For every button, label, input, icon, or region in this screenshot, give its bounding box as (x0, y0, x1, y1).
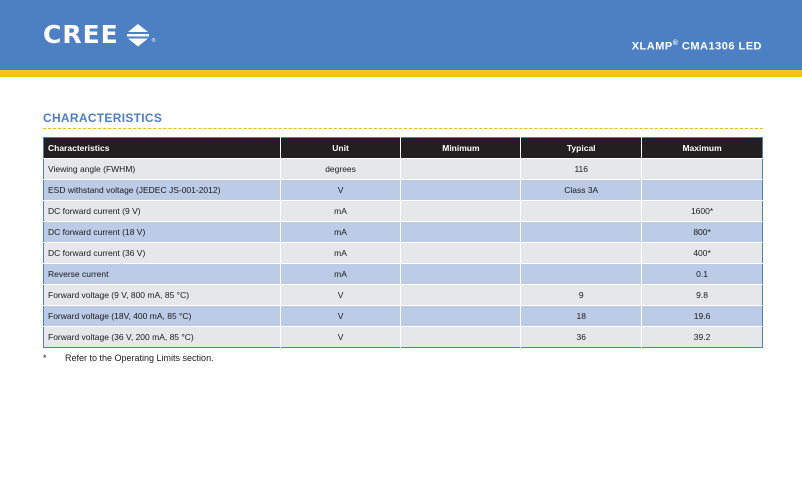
page-header (0, 0, 802, 70)
section-title: CHARACTERISTICS (43, 111, 163, 125)
cell-characteristic: DC forward current (36 V) (44, 243, 281, 264)
cell-characteristic: ESD withstand voltage (JEDEC JS-001-2012) (44, 180, 281, 201)
logo-text: CREE (43, 20, 119, 49)
section-divider (43, 128, 763, 129)
cell-minimum (401, 180, 521, 201)
cell-unit: mA (280, 201, 401, 222)
table-row (44, 264, 763, 285)
column-header-unit: Unit (280, 138, 401, 159)
column-header-minimum: Minimum (401, 138, 521, 159)
cell-characteristic: DC forward current (9 V) (44, 201, 281, 222)
cell-unit: V (280, 306, 401, 327)
table-row (44, 285, 763, 306)
footnote-text: Refer to the Operating Limits section. (65, 353, 214, 363)
cell-unit: V (280, 327, 401, 348)
cell-typical: 18 (521, 306, 642, 327)
table-row (44, 243, 763, 264)
cell-characteristic: Forward voltage (9 V, 800 mA, 85 °C) (44, 285, 281, 306)
cell-typical (521, 264, 642, 285)
cell-unit: degrees (280, 159, 401, 180)
header-accent-stripe (0, 70, 802, 77)
product-prefix: XLAMP (631, 40, 673, 53)
cell-characteristic: Viewing angle (FWHM) (44, 159, 281, 180)
cell-minimum (401, 264, 521, 285)
logo-registered-mark: ® (151, 38, 156, 44)
cell-characteristic: Forward voltage (18V, 400 mA, 85 °C) (44, 306, 281, 327)
cell-minimum (401, 201, 521, 222)
footnote-mark: * (43, 353, 47, 363)
product-title (632, 40, 762, 53)
cell-minimum (401, 222, 521, 243)
column-header-typical: Typical (521, 138, 642, 159)
cree-logo (43, 20, 155, 50)
characteristics-table (43, 137, 763, 348)
cell-typical: 36 (521, 327, 642, 348)
cell-maximum: 0.1 (642, 264, 763, 285)
cell-unit: mA (280, 264, 401, 285)
cell-maximum (642, 159, 763, 180)
cell-typical: 9 (521, 285, 642, 306)
cell-minimum (401, 285, 521, 306)
cell-maximum: 1600* (642, 201, 763, 222)
column-header-maximum: Maximum (642, 138, 763, 159)
cell-unit: V (280, 285, 401, 306)
column-header-characteristics: Characteristics (44, 138, 281, 159)
table-row (44, 222, 763, 243)
cell-minimum (401, 159, 521, 180)
cell-maximum: 400* (642, 243, 763, 264)
cell-unit: V (280, 180, 401, 201)
cell-typical: Class 3A (521, 180, 642, 201)
cell-typical (521, 201, 642, 222)
cell-maximum (642, 180, 763, 201)
table-row (44, 306, 763, 327)
table-row (44, 180, 763, 201)
cell-characteristic: Forward voltage (36 V, 200 mA, 85 °C) (44, 327, 281, 348)
table-header-row (44, 138, 763, 159)
table-row (44, 327, 763, 348)
cell-typical: 116 (521, 159, 642, 180)
cell-unit: mA (280, 243, 401, 264)
table-row (44, 159, 763, 180)
cell-minimum (401, 306, 521, 327)
cell-characteristic: DC forward current (18 V) (44, 222, 281, 243)
cell-minimum (401, 327, 521, 348)
cell-maximum: 9.8 (642, 285, 763, 306)
cell-minimum (401, 243, 521, 264)
product-registered-mark: ® (672, 40, 679, 47)
cell-typical (521, 243, 642, 264)
cell-unit: mA (280, 222, 401, 243)
cell-maximum: 19.6 (642, 306, 763, 327)
table-row (44, 201, 763, 222)
cell-maximum: 800* (642, 222, 763, 243)
cell-maximum: 39.2 (642, 327, 763, 348)
cell-typical (521, 222, 642, 243)
footnote (43, 353, 214, 363)
cell-characteristic: Reverse current (44, 264, 281, 285)
product-suffix: CMA1306 LED (678, 40, 762, 53)
cree-chevron-icon (125, 22, 151, 48)
